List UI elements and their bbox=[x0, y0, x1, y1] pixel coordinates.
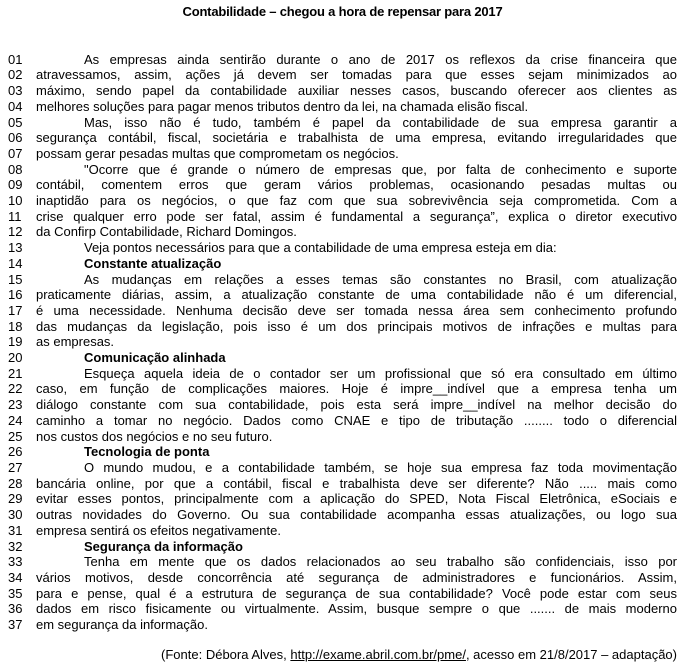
line-text: Segurança da informação bbox=[84, 538, 243, 554]
line-text: Tecnologia de ponta bbox=[84, 444, 210, 460]
text-line bbox=[8, 381, 677, 397]
line-number: 16 bbox=[8, 287, 23, 303]
text-line bbox=[8, 287, 677, 303]
line-number: 32 bbox=[8, 538, 23, 554]
line-number: 22 bbox=[8, 381, 23, 397]
line-number: 05 bbox=[8, 114, 23, 130]
line-number: 30 bbox=[8, 507, 23, 523]
line-text: contábil, comentem erros que geram vários problemas, ocasionando pesadas multas ou bbox=[36, 177, 677, 193]
line-number: 34 bbox=[8, 569, 23, 585]
line-text: "Ocorre que é grande o número de empresas que, por falta de conhecimento e suporte bbox=[84, 161, 677, 177]
line-number: 33 bbox=[8, 554, 23, 570]
text-line bbox=[8, 554, 677, 570]
line-number: 02 bbox=[8, 67, 23, 83]
line-number: 06 bbox=[8, 130, 23, 146]
line-number: 17 bbox=[8, 302, 23, 318]
line-text: para e pense, qual é a estrutura de segurança de sua contabilidade? Você pode estar com seus bbox=[36, 585, 677, 601]
source-prefix: (Fonte: Débora Alves, bbox=[161, 646, 291, 662]
line-text: crise qualquer erro pode ser fatal, assim é fundamental a segurança”, explica o diretor executivo bbox=[36, 208, 677, 224]
text-line bbox=[8, 162, 677, 178]
text-line bbox=[8, 617, 677, 633]
line-text: O mundo mudou, e a contabilidade também, se hoje sua empresa faz toda movimentação bbox=[84, 459, 677, 475]
text-line bbox=[8, 67, 677, 83]
text-line bbox=[8, 523, 677, 539]
line-text: da Confirp Contabilidade, Richard Domingos. bbox=[36, 224, 297, 240]
text-line bbox=[8, 303, 677, 319]
line-number: 19 bbox=[8, 334, 23, 350]
line-number: 23 bbox=[8, 397, 23, 413]
line-text: outras novidades do Governo. Ou sua contabilidade acompanha essas atualizações, ou logo sua bbox=[36, 507, 677, 523]
line-number: 03 bbox=[8, 83, 23, 99]
line-text: Comunicação alinhada bbox=[84, 350, 226, 366]
line-number: 25 bbox=[8, 428, 23, 444]
line-number: 20 bbox=[8, 350, 23, 366]
line-number: 13 bbox=[8, 240, 23, 256]
text-line bbox=[8, 115, 677, 131]
line-number: 01 bbox=[8, 51, 23, 67]
text-line bbox=[8, 507, 677, 523]
text-line bbox=[8, 83, 677, 99]
line-number: 12 bbox=[8, 224, 23, 240]
line-text: em segurança da informação. bbox=[36, 617, 208, 633]
text-line bbox=[8, 586, 677, 602]
line-number: 28 bbox=[8, 475, 23, 491]
line-text: Esqueça aquela ideia de o contador ser um profissional que só era consultado em último bbox=[84, 365, 677, 381]
line-text: dados em risco fisicamente ou virtualmente. Assim, busque sempre o que ....... de mais moderno bbox=[36, 601, 677, 617]
body-lines bbox=[8, 52, 677, 633]
line-text: praticamente diárias, assim, a atualização constante de uma contabilidade não é um diferencial, bbox=[36, 287, 677, 303]
source-link[interactable]: http://exame.abril.com.br/pme/ bbox=[290, 646, 466, 662]
line-number: 27 bbox=[8, 459, 23, 475]
line-text: evitar esses pontos, principalmente com a aplicação do SPED, Nota Fiscal Eletrônica, eSociais e bbox=[36, 491, 677, 507]
line-text: segurança contábil, fiscal, societária e trabalhista de uma empresa, evitando irregularidades que bbox=[36, 130, 677, 146]
source-suffix: , acesso em 21/8/2017 – adaptação) bbox=[465, 646, 677, 662]
line-text: caminho a tomar no negócio. Dados como CNAE e tipo de tributação ........ todo o diferencial bbox=[36, 412, 677, 428]
text-line bbox=[8, 539, 677, 555]
text-line bbox=[8, 397, 677, 413]
line-number: 09 bbox=[8, 177, 23, 193]
line-text: nos custos dos negócios e no seu futuro. bbox=[36, 428, 273, 444]
text-line bbox=[8, 366, 677, 382]
text-line bbox=[8, 319, 677, 335]
text-line bbox=[8, 413, 677, 429]
text-line bbox=[8, 570, 677, 586]
text-line bbox=[8, 601, 677, 617]
line-text: as empresas. bbox=[36, 334, 115, 350]
text-line bbox=[8, 146, 677, 162]
text-line bbox=[8, 272, 677, 288]
text-line bbox=[8, 224, 677, 240]
text-line bbox=[8, 429, 677, 445]
line-number: 11 bbox=[8, 208, 22, 224]
line-text: As empresas ainda sentirão durante o ano de 2017 os reflexos da crise financeira que bbox=[84, 51, 677, 67]
line-text: das mudanças da legislação, pois isso é um dos principais motivos de infrações e multas para bbox=[36, 318, 677, 334]
line-text: melhores soluções para pagar menos tributos dentro da lei, na chamada elisão fiscal. bbox=[36, 98, 529, 114]
line-text: Mas, isso não é tudo, também é papel da contabilidade de sua empresa garantir a bbox=[84, 114, 677, 130]
document-title: Contabilidade – chegou a hora de repensar para 2017 bbox=[182, 4, 503, 19]
line-text: vários motivos, desde concorrência até segurança de administradores e funcionários. Assim, bbox=[36, 569, 677, 585]
line-text: inaptidão para os negócios, o que faz com que sua sobrevivência seja comprometida. Com a bbox=[36, 193, 677, 209]
text-line bbox=[8, 99, 677, 115]
line-text: empresa sentirá os efeitos negativamente. bbox=[36, 522, 281, 538]
line-text: Veja pontos necessários para que a contabilidade de uma empresa esteja em dia: bbox=[84, 240, 557, 256]
line-text: possam gerar pesadas multas que comprometam os negócios. bbox=[36, 145, 399, 161]
line-number: 31 bbox=[8, 522, 23, 538]
text-line bbox=[8, 476, 677, 492]
text-line bbox=[8, 256, 677, 272]
text-line bbox=[8, 177, 677, 193]
line-text: bancária online, por que a contábil, fiscal e trabalhista deve ser diferente? Não ..... mais como bbox=[36, 475, 677, 491]
text-line bbox=[8, 334, 677, 350]
text-line bbox=[8, 444, 677, 460]
line-number: 21 bbox=[8, 365, 23, 381]
line-text: é uma necessidade. Nenhuma decisão deve ser tomada nessa área sem conhecimento profundo bbox=[36, 302, 677, 318]
text-line bbox=[8, 193, 677, 209]
line-text: atravessamos, assim, ações já devem ser tomadas para que esses sejam minimizados ao bbox=[36, 67, 677, 83]
line-number: 08 bbox=[8, 161, 23, 177]
line-number: 07 bbox=[8, 145, 23, 161]
line-number: 10 bbox=[8, 193, 23, 209]
text-line bbox=[8, 350, 677, 366]
line-number: 14 bbox=[8, 255, 23, 271]
line-text: Tenha em mente que os dados relacionados ao seu trabalho são confidenciais, isso por bbox=[84, 554, 677, 570]
text-line bbox=[8, 460, 677, 476]
line-number: 04 bbox=[8, 98, 23, 114]
text-line bbox=[8, 491, 677, 507]
line-number: 15 bbox=[8, 271, 23, 287]
line-number: 18 bbox=[8, 318, 23, 334]
line-text: máximo, sendo papel da contabilidade auxiliar nesses casos, buscando oferecer aos clientes as bbox=[36, 83, 677, 99]
line-number: 36 bbox=[8, 601, 23, 617]
line-text: As mudanças em relações a esses temas são constantes no Brasil, com atualização bbox=[84, 271, 677, 287]
source-citation bbox=[8, 647, 677, 663]
line-number: 26 bbox=[8, 444, 23, 460]
line-number: 29 bbox=[8, 491, 23, 507]
text-line bbox=[8, 52, 677, 68]
line-number: 37 bbox=[8, 617, 23, 633]
line-text: diálogo constante com sua contabilidade, pois esta será impre__indível na melhor decisão do bbox=[36, 397, 677, 413]
text-line bbox=[8, 209, 677, 225]
line-number: 35 bbox=[8, 585, 23, 601]
text-line bbox=[8, 130, 677, 146]
text-line bbox=[8, 240, 677, 256]
line-number: 24 bbox=[8, 412, 23, 428]
line-text: Constante atualização bbox=[84, 255, 222, 271]
line-text: caso, em função de complicações maiores. Hoje é impre__indível que a empresa tenha um bbox=[36, 381, 677, 397]
